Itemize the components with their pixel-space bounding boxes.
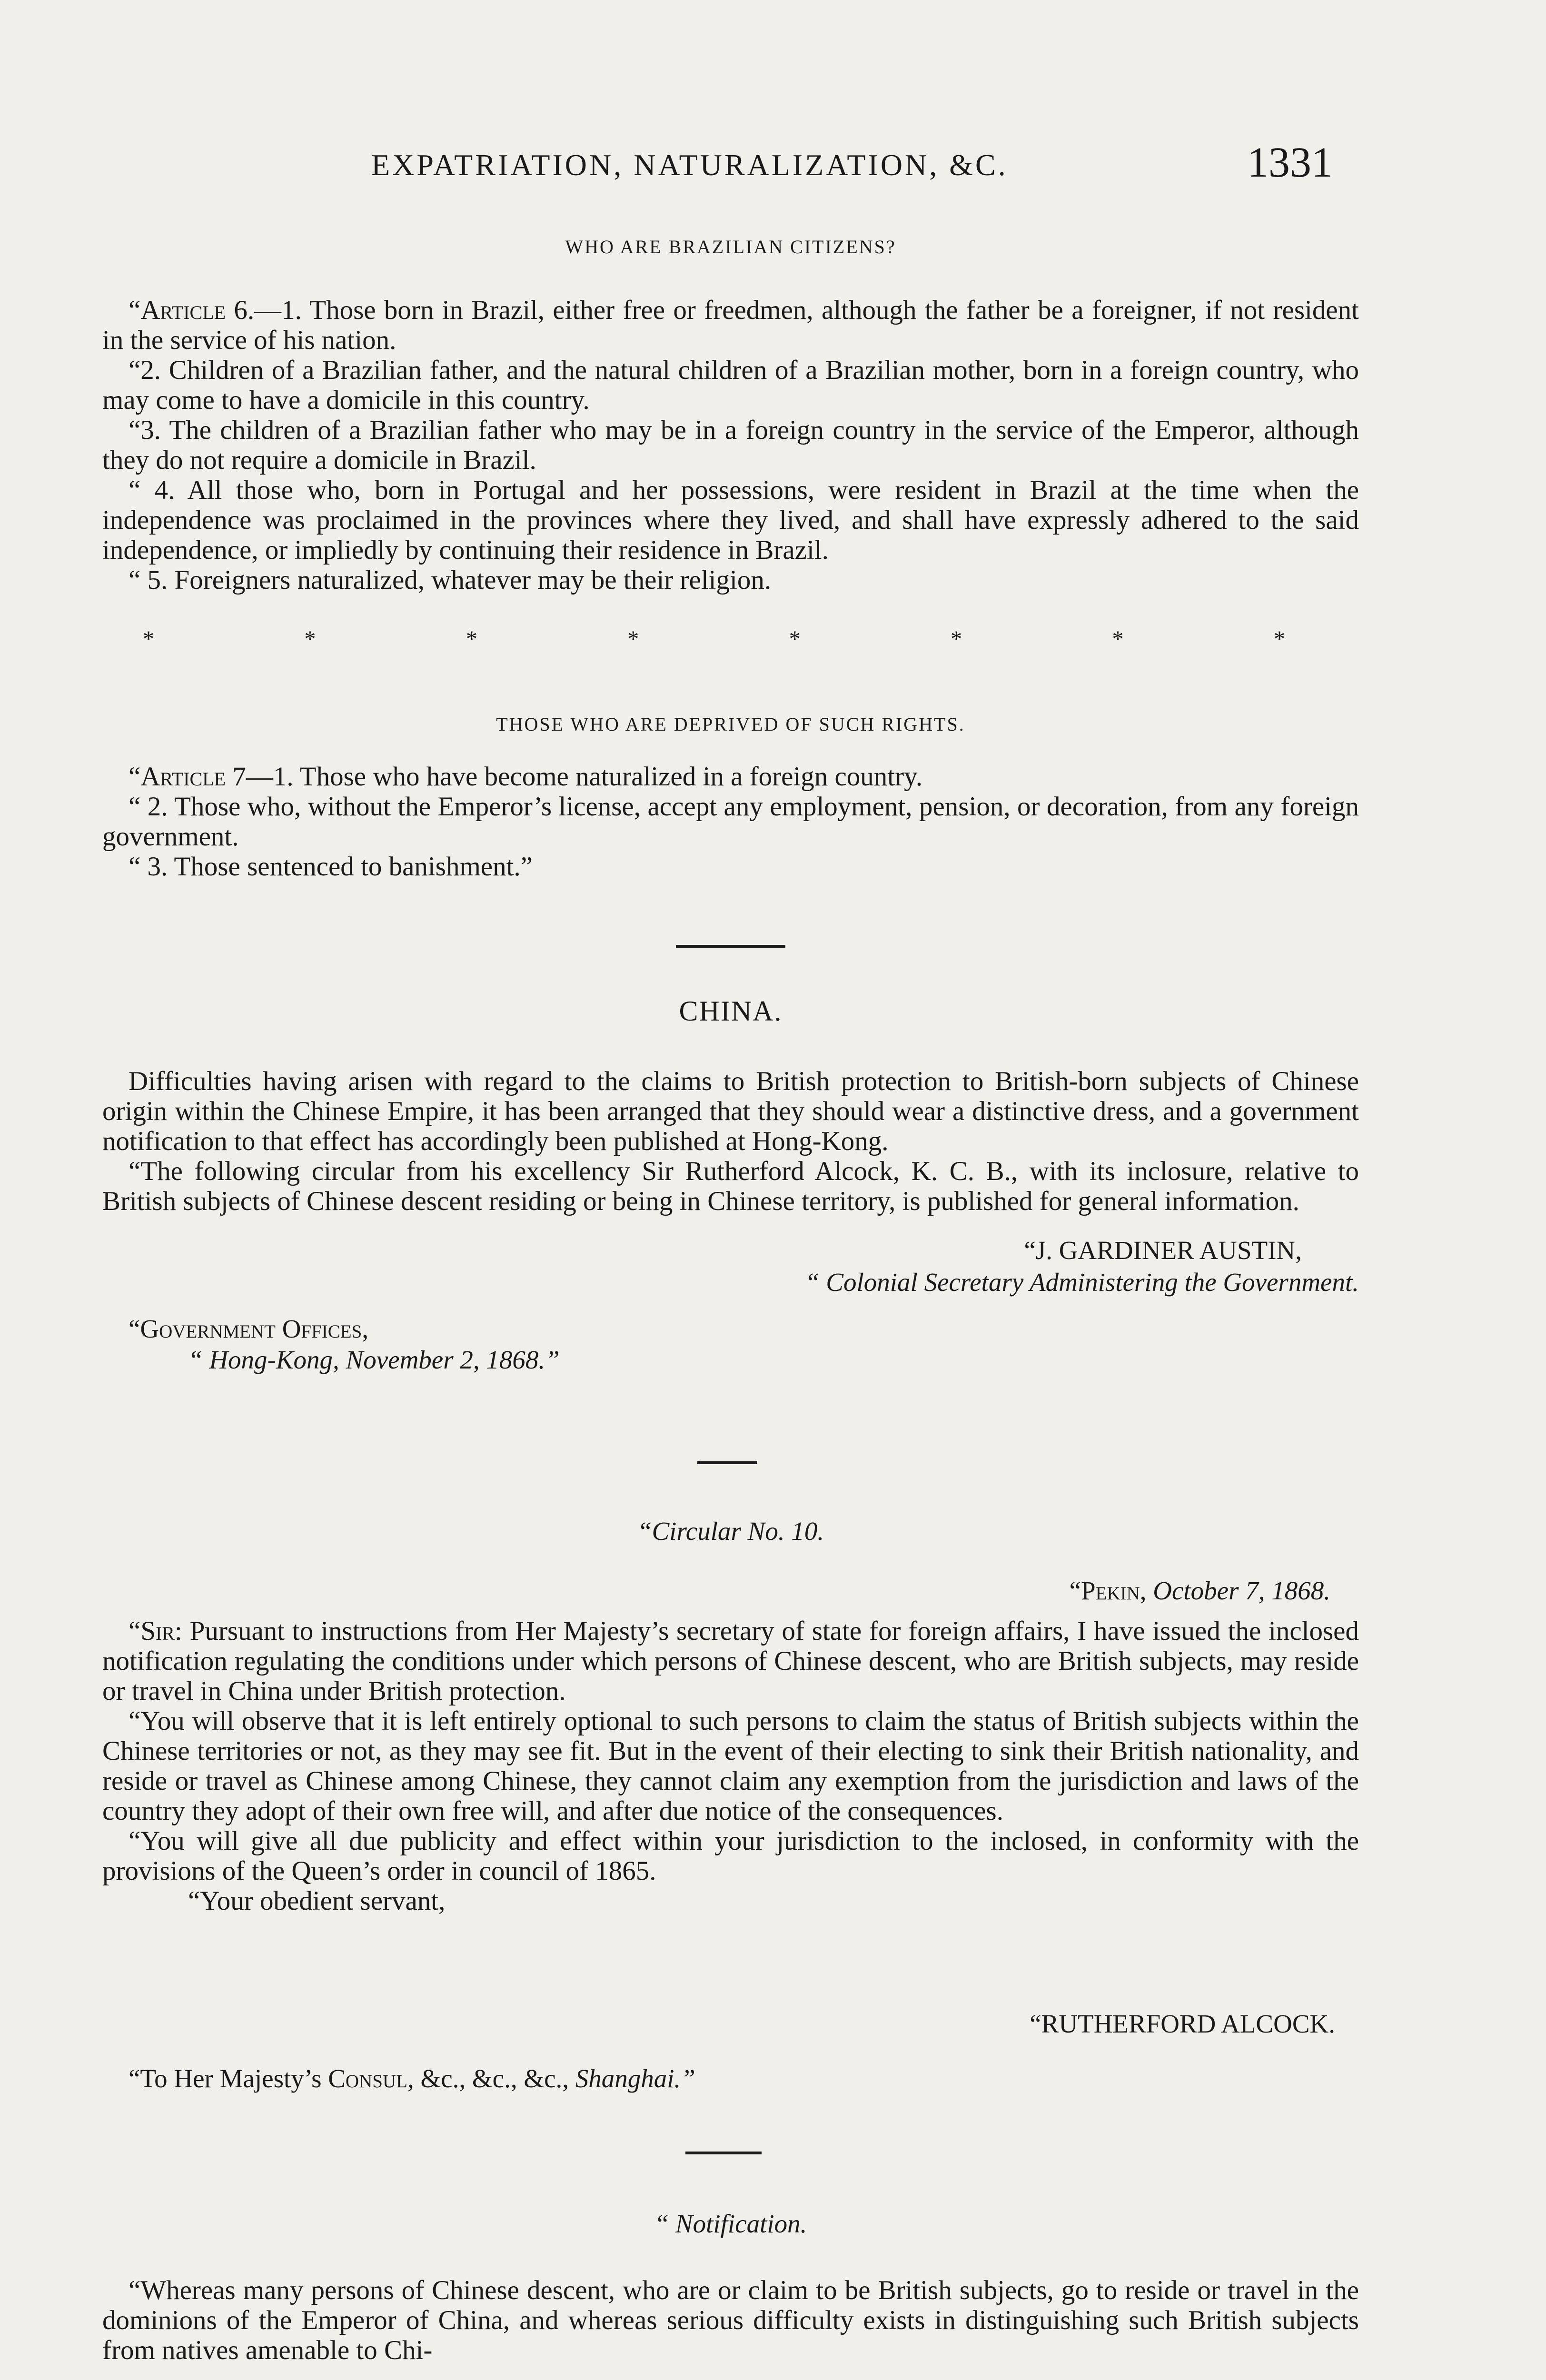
article-6-paragraph-5: “ 5. Foreigners naturalized, whatever may be their religion. bbox=[129, 565, 772, 595]
star: * bbox=[1273, 626, 1285, 652]
notification-title: “ Notification. bbox=[654, 2209, 807, 2238]
china-intro-block bbox=[102, 1066, 1359, 1216]
star: * bbox=[627, 626, 639, 652]
circular-body bbox=[102, 1616, 1359, 1916]
article-7-block bbox=[102, 762, 1359, 882]
government-offices-line: “Government Offices, bbox=[129, 1314, 369, 1343]
circular-following-paragraph: “The following circular from his excellency Sir Rutherford Alcock, K. C. B., with its inclosure, relative to British subjects of Chinese descent residing or being in Chinese territory, is published for general information. bbox=[102, 1156, 1359, 1216]
austin-signature-name: “J. GARDINER AUSTIN, bbox=[1024, 1236, 1302, 1265]
section-heading-china: CHINA. bbox=[679, 995, 783, 1027]
notification-paragraph: “Whereas many persons of Chinese descent, who are or claim to be British subjects, go to reside or travel in the dominions of the Emperor of China, and whereas serious difficulty exists in distinguishing such British subjects from natives amenable to Chi- bbox=[102, 2275, 1359, 2365]
china-intro-paragraph: Difficulties having arisen with regard to the claims to British protection to British-born subjects of Chinese origin within the Chinese Empire, it has been arranged that they should wear a distinctive dress, and a government notification to that effect has accordingly been published at Hong-Kong. bbox=[102, 1066, 1359, 1156]
section-heading-brazilian-citizens: WHO ARE BRAZILIAN CITIZENS? bbox=[565, 236, 896, 258]
ellipsis-stars bbox=[143, 626, 1285, 652]
star: * bbox=[143, 626, 154, 652]
article-6-paragraph-1: “Article 6.—1. Those born in Brazil, either free or freedmen, although the father be a foreigner, if not resident in the service of his nation. bbox=[102, 295, 1359, 355]
page-number: 1331 bbox=[1247, 139, 1333, 186]
government-offices-date: “ Hong-Kong, November 2, 1868.” bbox=[188, 1345, 560, 1374]
star: * bbox=[1112, 626, 1124, 652]
section-divider bbox=[697, 1461, 757, 1464]
section-divider bbox=[685, 2152, 762, 2154]
circular-place-date: “Pekin, October 7, 1868. bbox=[1069, 1576, 1330, 1605]
article-7-paragraph-2: “ 2. Those who, without the Emperor’s license, accept any employment, pension, or decoration, from any foreign government. bbox=[102, 792, 1359, 852]
article-7-paragraph-3: “ 3. Those sentenced to banishment.” bbox=[129, 852, 533, 882]
article-6-block bbox=[102, 295, 1359, 595]
star: * bbox=[466, 626, 477, 652]
section-heading-deprived: THOSE WHO ARE DEPRIVED OF SUCH RIGHTS. bbox=[496, 714, 965, 735]
star: * bbox=[789, 626, 801, 652]
star: * bbox=[304, 626, 316, 652]
article-7-paragraph-1: “Article 7—1. Those who have become naturalized in a foreign country. bbox=[129, 762, 923, 792]
article-6-paragraph-3: “3. The children of a Brazilian father who may be in a foreign country in the service of the Emperor, although they do not require a domicile in Brazil. bbox=[102, 415, 1359, 475]
circular-sir-paragraph: “Sir: Pursuant to instructions from Her Majesty’s secretary of state for foreign affairs, I have issued the inclosed notification regulating the conditions under which persons of Chinese descent, who are British subjects, may reside or travel in China under British protection. bbox=[102, 1616, 1359, 1706]
circular-observe-paragraph: “You will observe that it is left entirely optional to such persons to claim the status of British subjects within the Chinese territories or not, as they may see fit. But in the event of their electing to sink their British nationality, and reside or travel as Chinese among Chinese, they cannot claim any exemption from the jurisdiction and laws of the country they adopt of their own free will, and after due notice of the consequences. bbox=[102, 1706, 1359, 1826]
article-6-paragraph-2: “2. Children of a Brazilian father, and the natural children of a Brazilian mother, born in a foreign country, who may come to have a domicile in this country. bbox=[102, 355, 1359, 415]
section-divider bbox=[676, 945, 785, 948]
austin-signature-title: “ Colonial Secretary Administering the Government. bbox=[804, 1268, 1359, 1297]
notification-body bbox=[102, 2275, 1359, 2365]
circular-addressee: “To Her Majesty’s Consul, &c., &c., &c., Shanghai.” bbox=[129, 2064, 695, 2093]
circular-closing: “Your obedient servant, bbox=[188, 1886, 446, 1916]
alcock-signature: “RUTHERFORD ALCOCK. bbox=[1030, 2009, 1335, 2038]
circular-title: “Circular No. 10. bbox=[637, 1517, 824, 1546]
running-title: EXPATRIATION, NATURALIZATION, &C. bbox=[371, 148, 1008, 182]
article-6-paragraph-4: “ 4. All those who, born in Portugal and her possessions, were resident in Brazil at the time when the independence was proclaimed in the provinces where they lived, and shall have expressly adhered to the said independence, or impliedly by continuing their residence in Brazil. bbox=[102, 475, 1359, 565]
star: * bbox=[951, 626, 962, 652]
circular-publicity-paragraph: “You will give all due publicity and effect within your jurisdiction to the inclosed, in conformity with the provisions of the Queen’s order in council of 1865. bbox=[102, 1826, 1359, 1886]
